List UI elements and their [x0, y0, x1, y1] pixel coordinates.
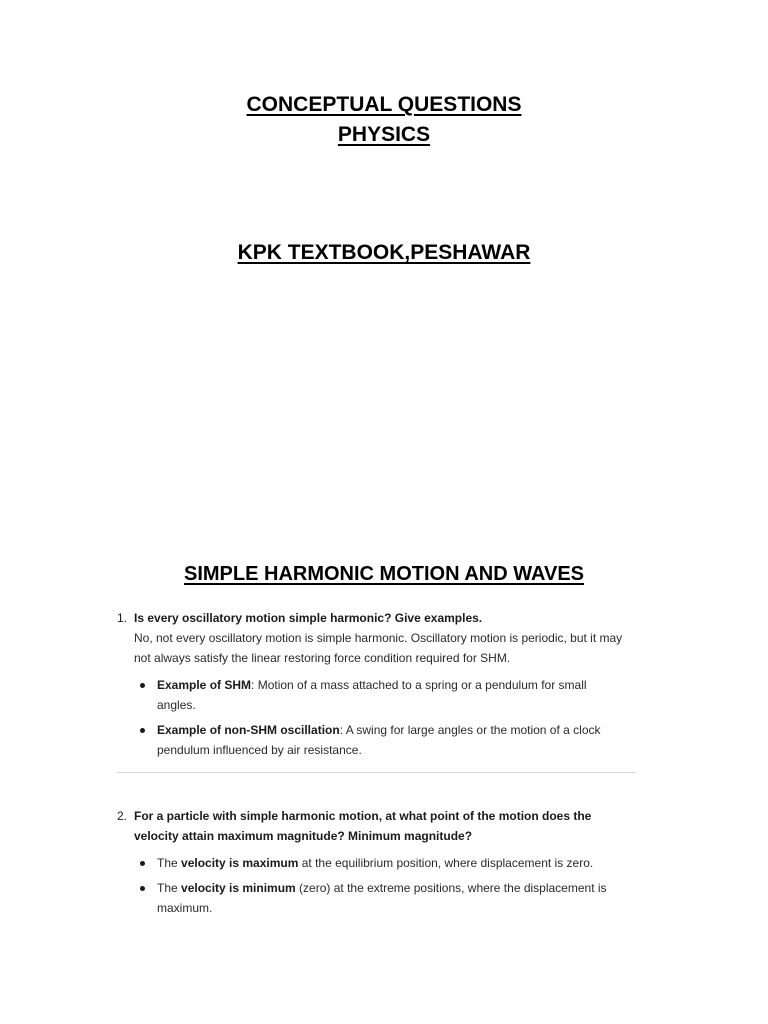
bullet-icon — [140, 861, 145, 866]
document-title — [0, 90, 768, 150]
bullet-bold-text: Example of non-SHM oscillation — [157, 723, 340, 737]
question-text: For a particle with simple harmonic motion, at what point of the motion does the velocity attain maximum magnitude? Minimum magnitude? — [134, 809, 592, 843]
bullet-bold-text: Example of SHM — [157, 678, 252, 692]
list-item — [157, 853, 627, 873]
bullet-icon — [140, 886, 145, 891]
question-block-1 — [117, 608, 627, 765]
bullet-bold-text: velocity is maximum — [181, 856, 299, 870]
bullet-prefix: The — [157, 881, 182, 895]
question-block-2 — [117, 806, 627, 923]
section-heading: SIMPLE HARMONIC MOTION AND WAVES — [184, 563, 584, 585]
bullet-list — [117, 853, 627, 918]
bullet-bold-text: velocity is minimum — [181, 881, 296, 895]
section-divider — [117, 772, 636, 773]
question-number: 1. — [117, 611, 128, 625]
list-item — [157, 675, 627, 715]
list-item — [157, 720, 627, 760]
bullet-text: : A swing for large angles or the motion of a clock pendulum influenced by air resistance. — [157, 723, 601, 757]
title-line-2: PHYSICS — [337, 123, 431, 146]
document-subtitle: KPK TEXTBOOK,PESHAWAR — [237, 241, 531, 264]
bullet-icon — [140, 728, 145, 733]
bullet-text: (zero) at the extreme positions, where the displacement is maximum. — [157, 881, 607, 915]
question-heading — [117, 608, 627, 628]
question-number: 2. — [117, 809, 128, 823]
bullet-icon — [140, 683, 145, 688]
title-line-1: CONCEPTUAL QUESTIONS — [246, 93, 522, 116]
question-heading — [117, 806, 627, 846]
question-text: Is every oscillatory motion simple harmonic? Give examples. — [134, 611, 483, 625]
list-item — [157, 878, 627, 918]
bullet-prefix: The — [157, 856, 182, 870]
bullet-text: at the equilibrium position, where displacement is zero. — [298, 856, 594, 870]
bullet-text: : Motion of a mass attached to a spring or a pendulum for small angles. — [157, 678, 587, 712]
bullet-list — [117, 675, 627, 760]
answer-paragraph: No, not every oscillatory motion is simple harmonic. Oscillatory motion is periodic, but it may not always satisfy the linear restoring force condition required for SHM. — [134, 631, 623, 665]
